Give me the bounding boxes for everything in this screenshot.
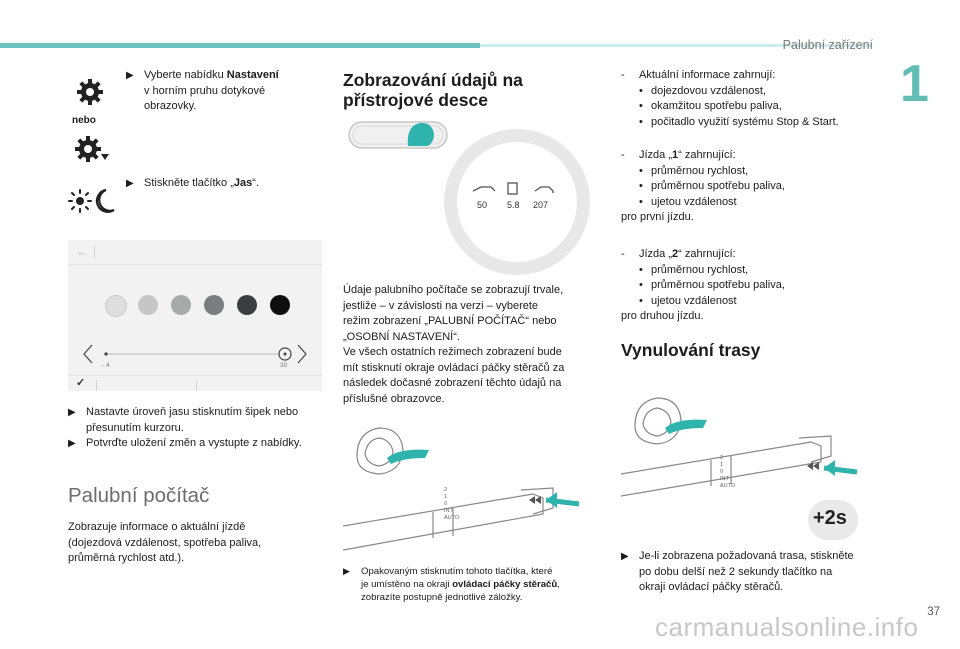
trip2-info-list: - Jízda „2“ zahrnující: • průměrnou rychlost, • průměrnou spotřebu paliva, • ujetou vzdálenost pro druhou jízdu. (621, 248, 785, 322)
or-label: nebo (72, 115, 96, 126)
hold-2s-badge: +2s (813, 507, 847, 529)
chapter-title: Palubní zařízení (782, 38, 873, 52)
header-accent-bar (0, 43, 480, 48)
page-number: 37 (927, 606, 940, 618)
trip-computer-intro: Zobrazuje informace o aktuální jízdě (dojezdová vzdálenost, spotřeba paliva, průměrná rychlost atd.). (68, 521, 262, 564)
divider (196, 380, 197, 390)
note-repeat-press: ▶ Opakovaným stisknutím tohoto tlačítka, které je umístěno na okraji ovládací páčky stěračů, zobrazíte postupně jednotlivé záložky. (343, 566, 560, 603)
wiper-stalk-illustration (343, 418, 583, 554)
bullet-arrow-icon: ▶ (68, 407, 76, 418)
screen-bottom-bar (68, 375, 322, 392)
brightness-slider (80, 342, 310, 372)
divider (94, 246, 95, 258)
dial-value-range: 50 (477, 200, 488, 210)
steering-button-illustration (348, 118, 448, 152)
back-arrow-icon: ← (76, 244, 89, 259)
bullet-arrow-icon: ▶ (68, 438, 76, 449)
dashboard-paragraph-1: Údaje palubního počítače se zobrazují trvale, jestliže – v závislosti na verzi – vyberete režim zobrazení „PALUBNÍ POČÍTAČ“ nebo „OSOBNÍ NASTAVENÍ“. (343, 284, 564, 343)
brightness-level-5 (237, 295, 257, 315)
section-heading-dashboard-display: Zobrazování údajů na přístrojové desce (343, 70, 523, 110)
settings-gear-icon (76, 78, 104, 106)
brightness-level-3 (171, 295, 191, 315)
bullet-arrow-icon: ▶ (126, 178, 134, 189)
settings-gear-dropdown-icon (74, 135, 110, 163)
chapter-number: 1 (900, 55, 929, 113)
dial-value-consumption: 5.8 (507, 200, 520, 210)
note-hold-reset: ▶ Je-li zobrazena požadovaná trasa, stiskněte po dobu delší než 2 sekundy tlačítko na okraji ovládací páčky stěračů. (621, 550, 854, 593)
confirm-check-icon: ✓ (76, 377, 86, 389)
brightness-level-6 (270, 295, 290, 315)
stalk-position-labels: 2 1 0 INT AUTO (444, 487, 460, 521)
slider-min-label: - 4 (102, 362, 110, 369)
bullet-arrow-icon: ▶ (343, 566, 350, 576)
brightness-level-4 (204, 295, 224, 315)
brightness-level-2 (138, 295, 158, 315)
step-select-settings: ▶ Vyberte nabídku Nastavení v horním pruhu dotykové obrazovky. (126, 69, 279, 112)
watermark: carmanualsonline.info (655, 612, 919, 642)
screen-top-bar (68, 240, 322, 265)
brightness-level-1 (105, 295, 127, 317)
step-adjust-brightness: ▶ Nastavte úroveň jasu stisknutím šipek nebo přesunutím kurzoru. (68, 406, 299, 434)
bullet-arrow-icon: ▶ (621, 551, 629, 562)
current-info-list: - Aktuální informace zahrnují: • dojezdovou vzdálenost, • okamžitou spotřebu paliva, • počitadlo využití systému Stop & Start. (621, 69, 839, 128)
brightness-icon (68, 188, 116, 214)
step-press-brightness: ▶ Stiskněte tlačítko „Jas“. (126, 176, 316, 192)
section-heading-trip-reset: Vynulování trasy (621, 340, 761, 360)
bullet-arrow-icon: ▶ (126, 70, 134, 81)
stalk-position-labels: 2 1 0 INT AUTO (720, 455, 736, 489)
slider-max-label: 30 (280, 362, 288, 369)
trip1-info-list: - Jízda „1“ zahrnující: • průměrnou rychlost, • průměrnou spotřebu paliva, • ujetou vzdálenost pro první jízdu. (621, 149, 785, 223)
divider (96, 380, 97, 390)
dial-value-distance: 207 (533, 200, 549, 210)
step-confirm: ▶ Potvrďte uložení změn a vystupte z nabídky. (68, 436, 330, 452)
dashboard-paragraph-2: Ve všech ostatních režimech zobrazení bude mít stisknutí okraje ovládací páčky stěračů za následek dočasné zobrazení těchto údajů na příslušné obrazovce. (343, 346, 565, 405)
section-heading-trip-computer: Palubní počítač (68, 484, 210, 507)
